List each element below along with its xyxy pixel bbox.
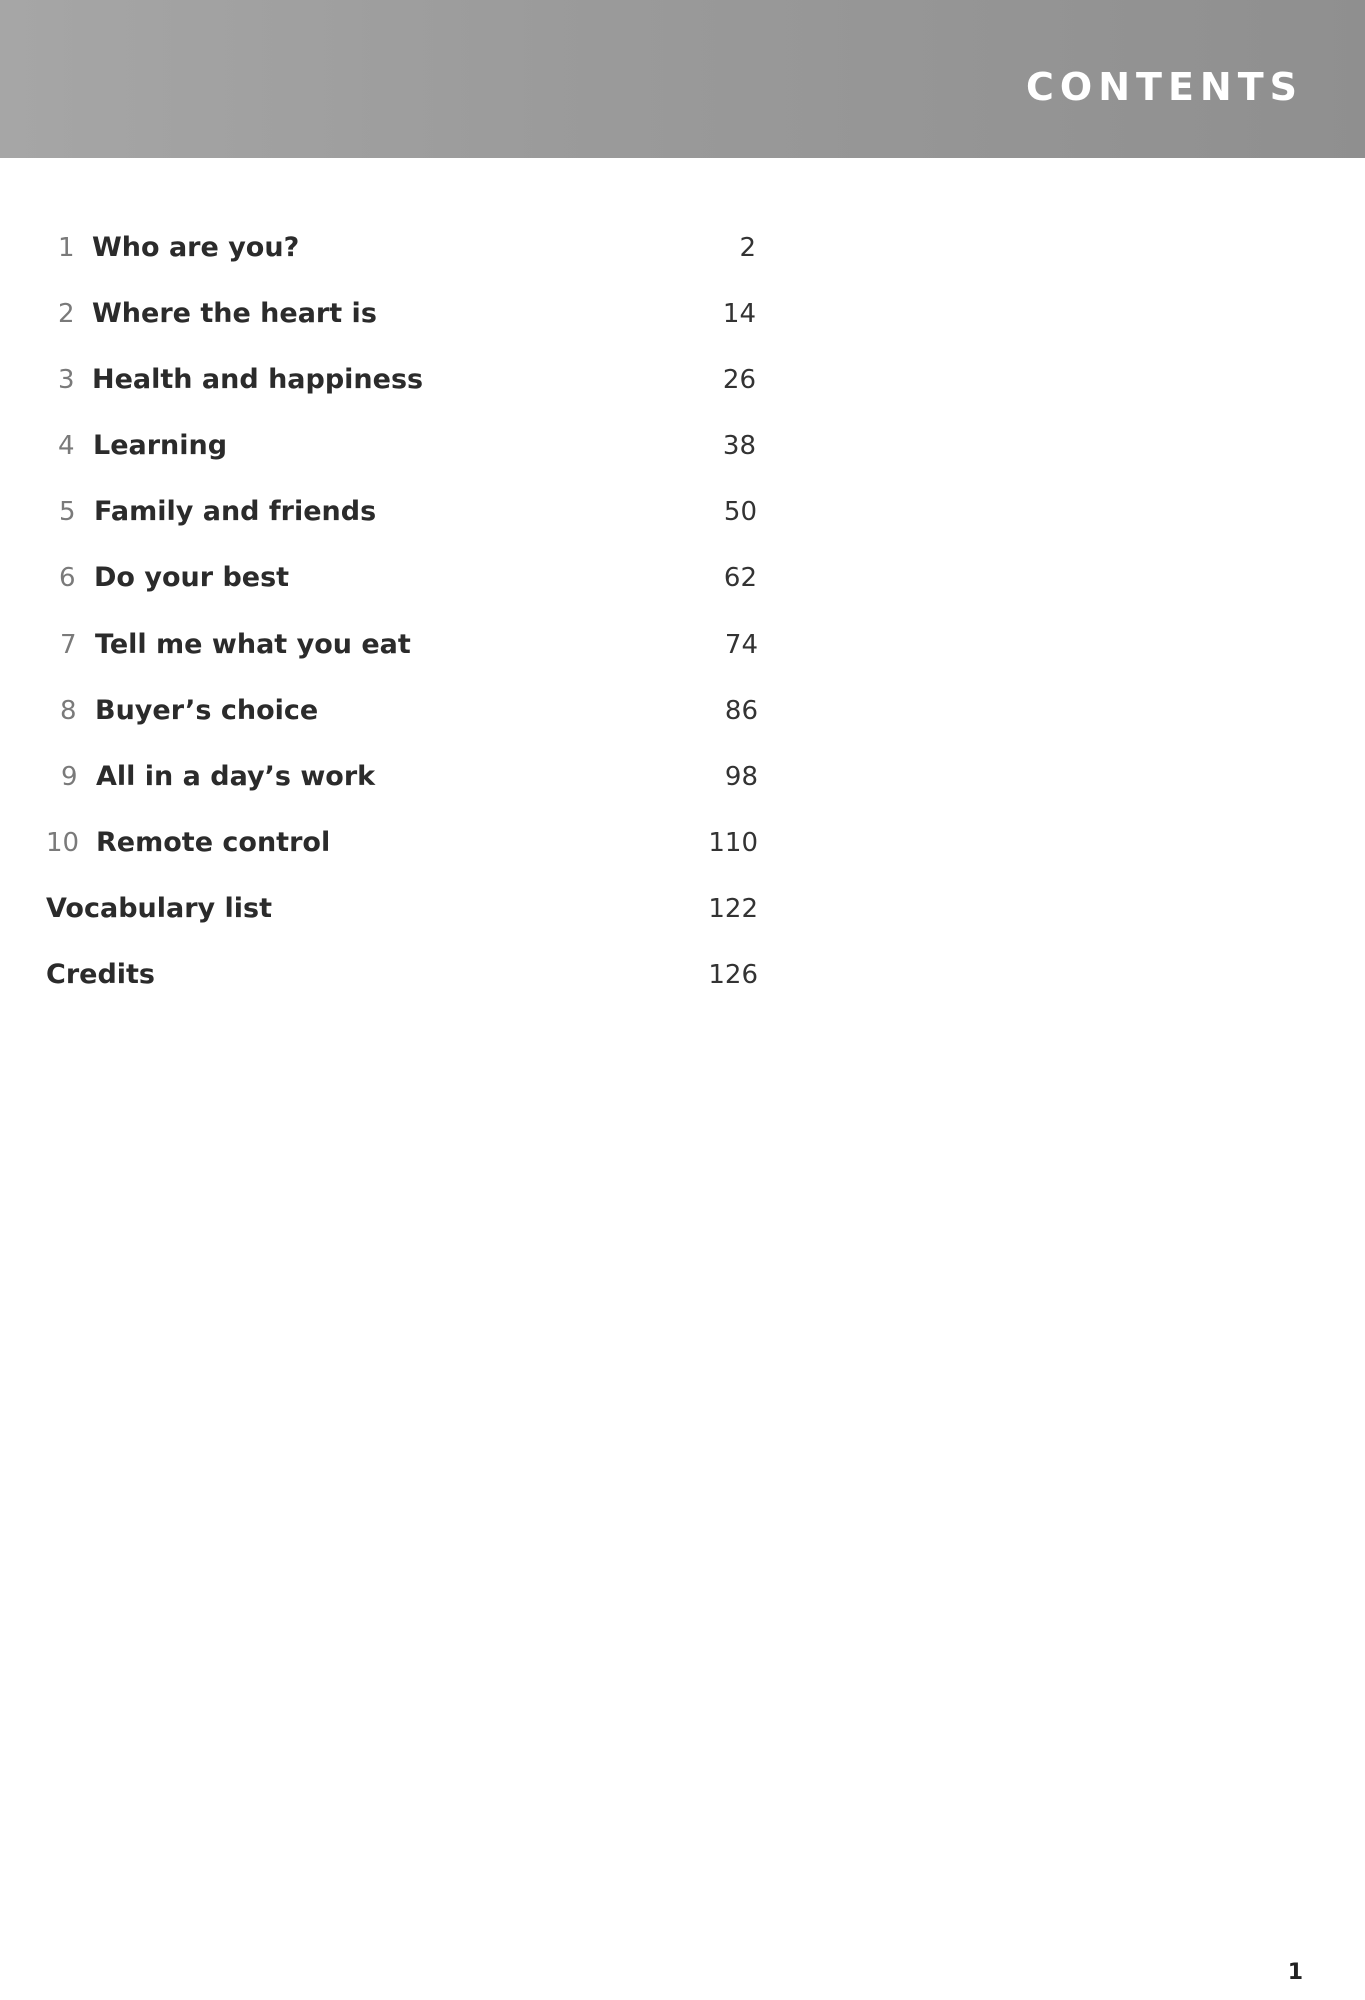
toc-page-number: 26 — [722, 365, 756, 395]
toc-page-number: 122 — [708, 894, 758, 924]
toc-section-title: Vocabulary list — [46, 893, 273, 924]
toc-unit-number: 2 — [58, 299, 75, 329]
toc-unit-number: 4 — [58, 431, 75, 461]
toc-page-number: 86 — [724, 696, 758, 726]
toc-row-unit-7[interactable] — [0, 620, 800, 670]
page-number: 1 — [1287, 1960, 1303, 1985]
toc-unit-title: Learning — [93, 430, 228, 461]
header-band — [0, 0, 1365, 158]
toc-unit-number: 8 — [60, 696, 77, 726]
toc-page-number: 2 — [739, 233, 756, 263]
toc-unit-title: Do your best — [94, 562, 290, 593]
toc-row-unit-1[interactable] — [0, 223, 800, 273]
toc-page-number: 98 — [724, 762, 758, 792]
toc-page-number: 74 — [724, 630, 758, 660]
toc-row-unit-5[interactable] — [0, 487, 800, 537]
toc-unit-title: Tell me what you eat — [95, 629, 411, 660]
toc-row-unit-9[interactable] — [0, 752, 800, 802]
toc-row-unit-2[interactable] — [0, 289, 800, 339]
toc-row-credits[interactable] — [0, 950, 800, 1000]
toc-row-unit-6[interactable] — [0, 553, 800, 603]
toc-unit-number: 6 — [59, 563, 76, 593]
toc-page-number: 126 — [708, 960, 758, 990]
toc-row-vocabulary-list[interactable] — [0, 884, 800, 934]
toc-unit-number: 9 — [61, 762, 78, 792]
toc-unit-title: Family and friends — [94, 496, 377, 527]
toc-unit-number: 7 — [60, 630, 77, 660]
toc-row-unit-4[interactable] — [0, 421, 800, 471]
toc-unit-number: 5 — [59, 497, 76, 527]
toc-unit-title: Where the heart is — [92, 298, 377, 329]
toc-row-unit-8[interactable] — [0, 686, 800, 736]
toc-unit-title: Health and happiness — [92, 364, 424, 395]
toc-unit-number: 10 — [46, 828, 80, 858]
toc-page-number: 38 — [722, 431, 756, 461]
page-title: CONTENTS — [1026, 65, 1303, 109]
toc-page-number: 62 — [723, 563, 757, 593]
toc-page-number: 14 — [722, 299, 756, 329]
toc-unit-title: Buyer’s choice — [95, 695, 319, 726]
toc-unit-number: 3 — [58, 365, 75, 395]
toc-row-unit-10[interactable] — [0, 818, 800, 868]
toc-page-number: 50 — [723, 497, 757, 527]
toc-row-unit-3[interactable] — [0, 355, 800, 405]
toc-page-number: 110 — [708, 828, 758, 858]
toc-unit-title: Who are you? — [92, 232, 300, 263]
toc-unit-title: All in a day’s work — [96, 761, 376, 792]
toc-section-title: Credits — [46, 959, 156, 990]
toc-unit-number: 1 — [58, 233, 75, 263]
toc-unit-title: Remote control — [96, 827, 331, 858]
